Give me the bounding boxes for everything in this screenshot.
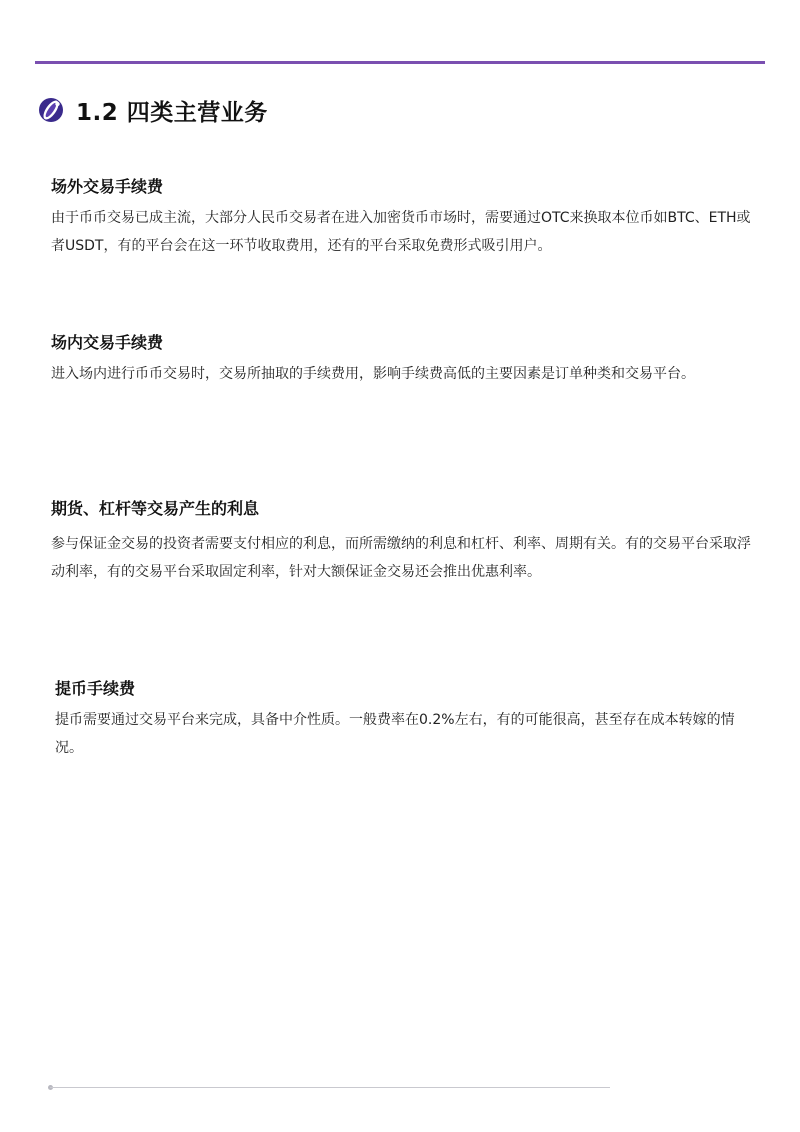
section-body: 进入场内进行币币交易时，交易所抽取的手续费用，影响手续费高低的主要因素是订单种类和交易平台。 [51, 366, 695, 382]
top-divider [35, 61, 765, 64]
section-heading: 期货、杠杆等交易产生的利息 [51, 499, 260, 518]
section-heading: 场内交易手续费 [51, 333, 164, 352]
section-body: 由于币币交易已成主流，大部分人民币交易者在进入加密货币市场时，需要通过OTC来换取本位币如BTC、ETH或者USDT，有的平台会在这一环节收取费用，还有的平台采取免费形式吸引用户。 [51, 210, 751, 254]
section-otc-fee [51, 176, 751, 260]
section-withdrawal-fee [55, 678, 747, 762]
section-heading: 提币手续费 [55, 679, 136, 698]
footer-divider [50, 1087, 610, 1088]
section-body: 参与保证金交易的投资者需要支付相应的利息，而所需缴纳的利息和杠杆、利率、周期有关。有的交易平台采取浮动利率，有的交易平台采取固定利率，针对大额保证金交易还会推出优惠利率。 [51, 536, 751, 580]
section-margin-interest [51, 498, 751, 586]
brand-logo-icon [38, 97, 64, 123]
section-title-row [38, 92, 268, 128]
section-exchange-fee [51, 332, 751, 388]
page-title: 1.2 四类主营业务 [76, 99, 268, 126]
section-heading: 场外交易手续费 [51, 177, 164, 196]
section-body: 提币需要通过交易平台来完成，具备中介性质。一般费率在0.2%左右，有的可能很高，甚至存在成本转嫁的情况。 [55, 712, 735, 756]
